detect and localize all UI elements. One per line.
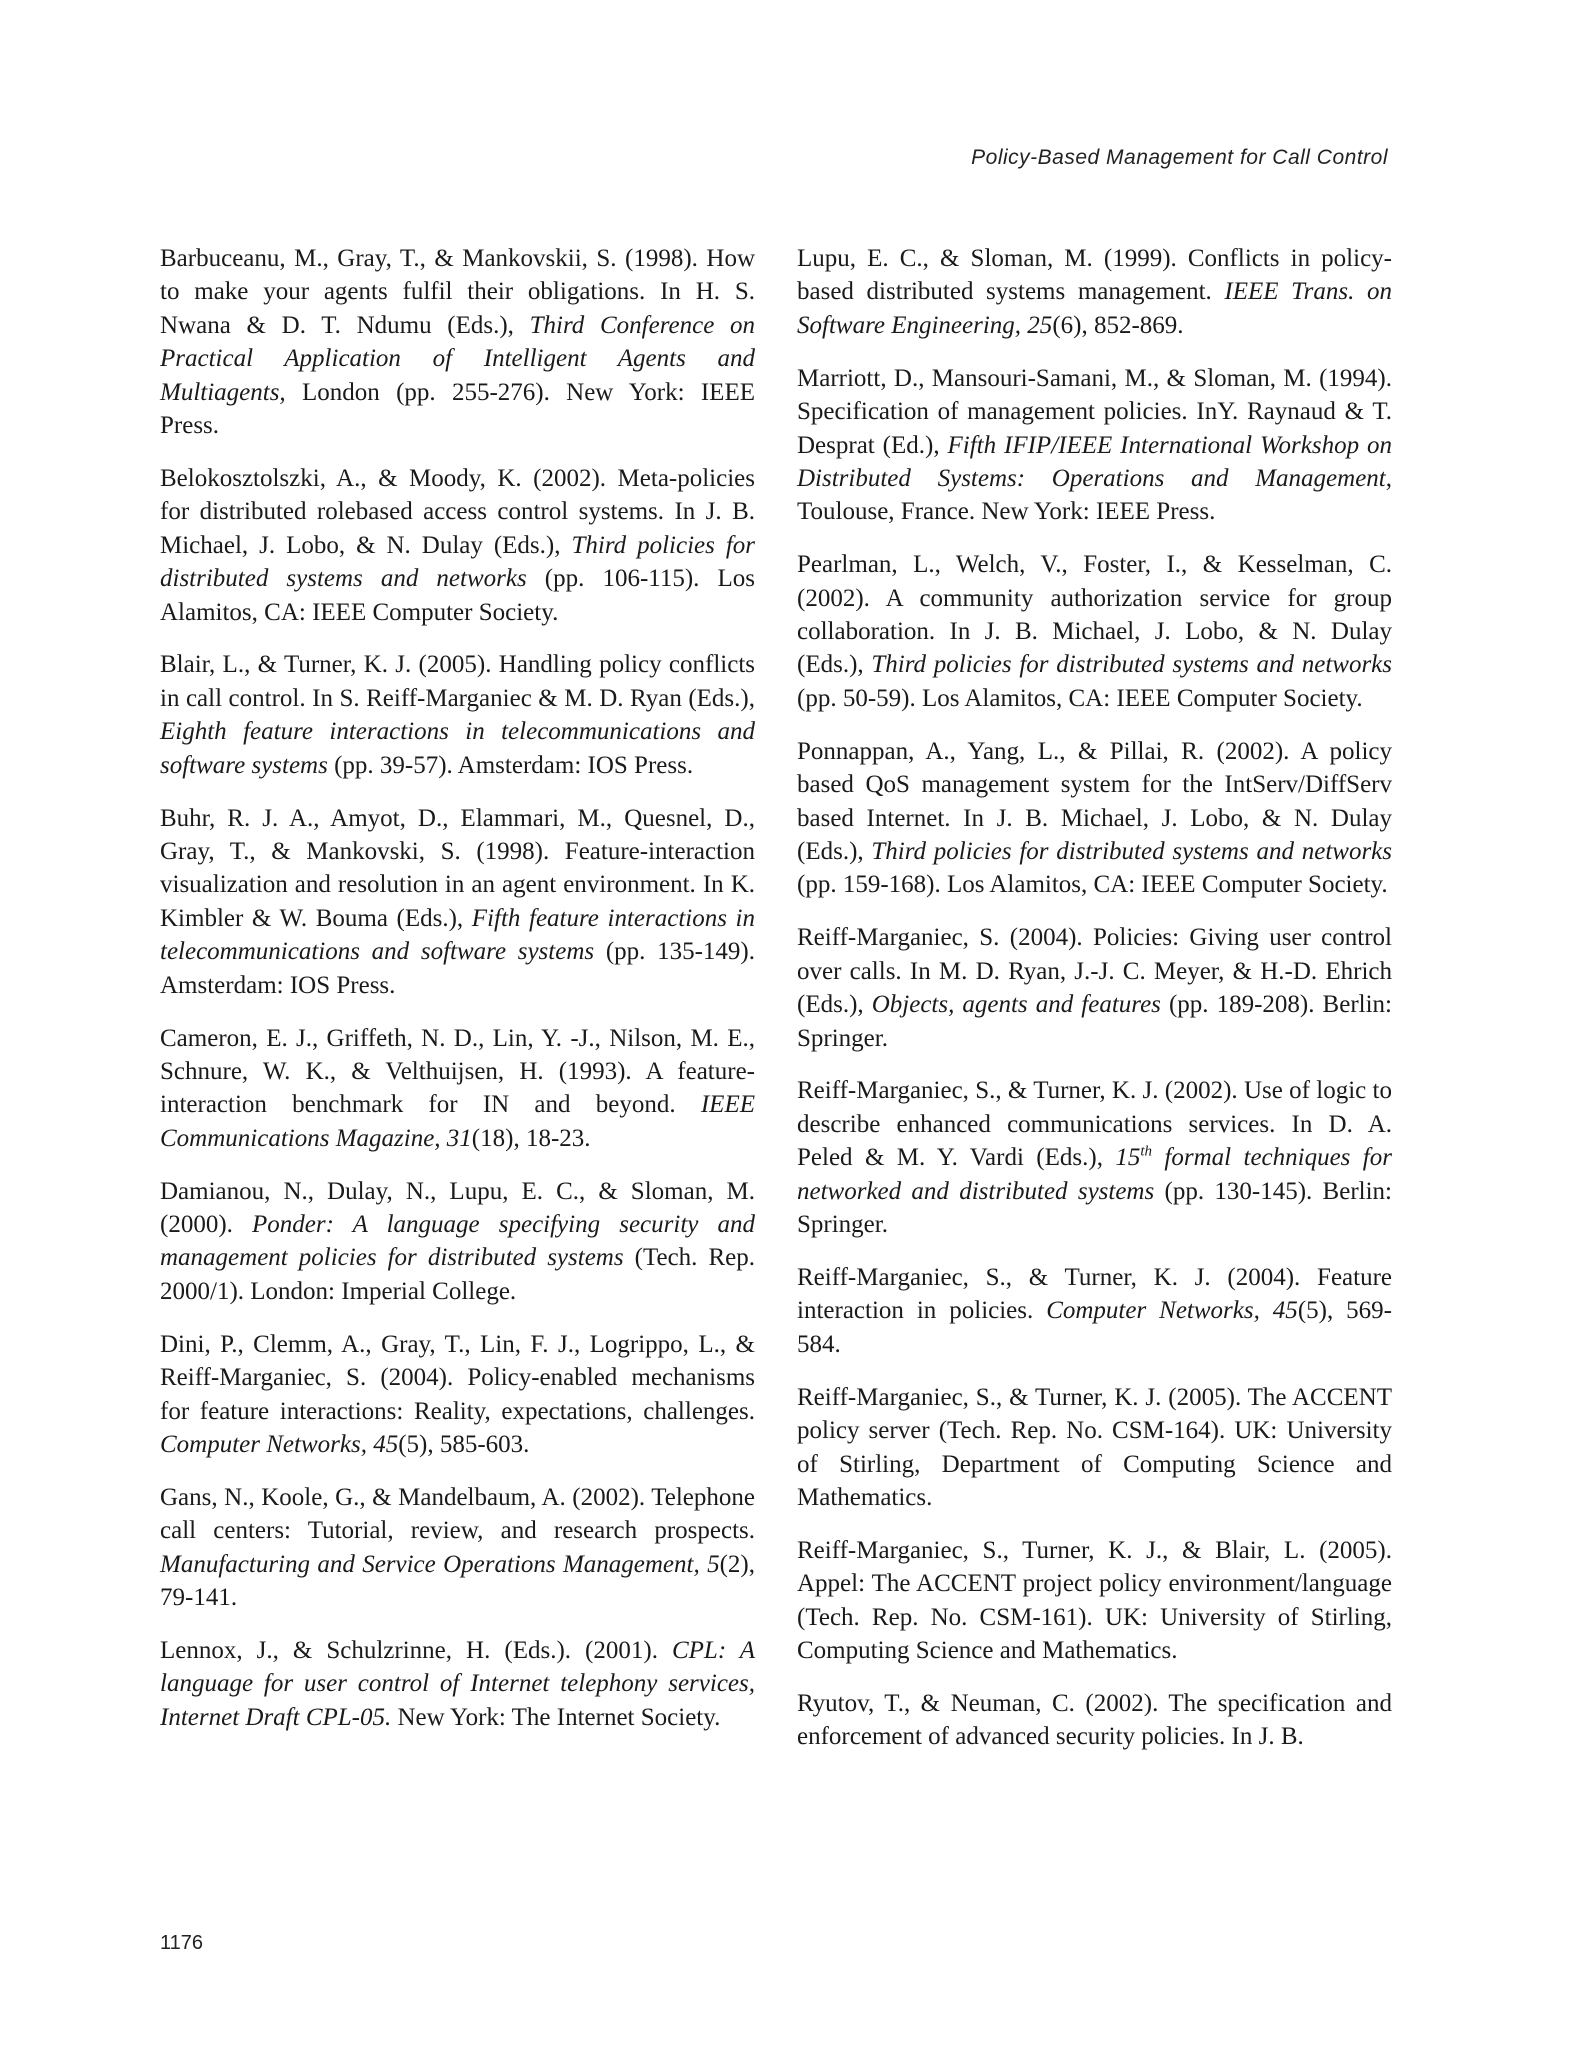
- reference-entry: Lennox, J., & Schulzrinne, H. (Eds.). (2001). CPL: A language for user control of Internet telephony services, Internet Draft CPL-05. New York: The Internet Society.: [160, 1637, 756, 1731]
- reference-entry: Barbuceanu, M., Gray, T., & Mankovskii, S. (1998). How to make your agents fulfil their obligations. In H. S. Nwana & D. T. Ndumu (Eds.), Third Conference on Practical Application of Intelligent Agents and Multiagents, London (pp. 255-276). New York: IEEE Press.: [160, 245, 755, 440]
- reference-entry: Reiff-Marganiec, S., & Turner, K. J. (2004). Feature interaction in policies. Computer Networks, 45(5), 569-584.: [797, 1263, 1392, 1358]
- references-column-left: [160, 242, 755, 1754]
- reference-entry: Ponnappan, A., Yang, L., & Pillai, R. (2002). A policy based QoS management system for the IntServ/DiffServ based Internet. In J. B. Michael, J. Lobo, & N. Dulay (Eds.), Third policies for distributed systems and networks (pp. 159-168). Los Alamitos, CA: IEEE Computer Society.: [797, 737, 1392, 899]
- reference-entry: Marriott, D., Mansouri-Samani, M., & Sloman, M. (1994). Specification of management policies. InY. Raynaud & T. Desprat (Ed.), Fifth IFIP/IEEE International Workshop on Distributed Systems: Operations and Management, Toulouse, France. New York: IEEE Press.: [797, 364, 1393, 526]
- reference-entry: Buhr, R. J. A., Amyot, D., Elammari, M., Quesnel, D., Gray, T., & Mankovski, S. (1998). Feature-interaction visualization and resolution in an agent environment. In K. Kimbler & W. Bouma (Eds.), Fifth feature interactions in telecommunications and software systems (pp. 135-149). Amsterdam: IOS Press.: [160, 804, 756, 999]
- reference-entry: Pearlman, L., Welch, V., Foster, I., & Kesselman, C. (2002). A community authorization service for group collaboration. In J. B. Michael, J. Lobo, & N. Dulay (Eds.), Third policies for distributed systems and networks (pp. 50-59). Los Alamitos, CA: IEEE Computer Society.: [797, 551, 1392, 712]
- reference-entry: Damianou, N., Dulay, N., Lupu, E. C., & Sloman, M. (2000). Ponder: A language specifying security and management policies for distributed systems (Tech. Rep. 2000/1). London: Imperial College.: [160, 1177, 755, 1305]
- reference-entry: Reiff-Marganiec, S., & Turner, K. J. (2005). The ACCENT policy server (Tech. Rep. No. CSM-164). UK: University of Stirling, Department of Computing Science and Mathematics.: [797, 1383, 1392, 1511]
- reference-entry: Blair, L., & Turner, K. J. (2005). Handling policy conflicts in call control. In S. Reiff-Marganiec & M. D. Ryan (Eds.), Eighth feature interactions in telecommunications and software systems (pp. 39-57). Amsterdam: IOS Press.: [160, 651, 755, 779]
- references-column-right: [797, 242, 1392, 1773]
- running-header: Policy-Based Management for Call Control: [971, 146, 1388, 169]
- reference-entry: Belokosztolszki, A., & Moody, K. (2002). Meta-policies for distributed rolebased access control systems. In J. B. Michael, J. Lobo, & N. Dulay (Eds.), Third policies for distributed systems and networks (pp. 106-115). Los Alamitos, CA: IEEE Computer Society.: [160, 464, 755, 626]
- reference-entry: Reiff-Marganiec, S., Turner, K. J., & Blair, L. (2005). Appel: The ACCENT project policy environment/language (Tech. Rep. No. CSM-161). UK: University of Stirling, Computing Science and Mathematics.: [797, 1536, 1392, 1665]
- page-number: 1176: [160, 1932, 204, 1954]
- reference-entry: Reiff-Marganiec, S. (2004). Policies: Giving user control over calls. In M. D. Ryan, J.-J. C. Meyer, & H.-D. Ehrich (Eds.), Objects, agents and features (pp. 189-208). Berlin: Springer.: [797, 924, 1392, 1052]
- reference-entry: Ryutov, T., & Neuman, C. (2002). The specification and enforcement of advanced security policies. In J. B.: [797, 1689, 1392, 1751]
- reference-entry: Lupu, E. C., & Sloman, M. (1999). Conflicts in policy-based distributed systems management. IEEE Trans. on Software Engineering, 25(6), 852-869.: [797, 245, 1392, 339]
- reference-entry: Cameron, E. J., Griffeth, N. D., Lin, Y. -J., Nilson, M. E., Schnure, W. K., & Velthuijsen, H. (1993). A feature-interaction benchmark for IN and beyond. IEEE Communications Magazine, 31(18), 18-23.: [160, 1024, 755, 1152]
- reference-entry: Gans, N., Koole, G., & Mandelbaum, A. (2002). Telephone call centers: Tutorial, review, and research prospects. Manufacturing and Service Operations Management, 5(2), 79-141.: [160, 1483, 755, 1612]
- reference-entry: Reiff-Marganiec, S., & Turner, K. J. (2002). Use of logic to describe enhanced communications services. In D. A. Peled & M. Y. Vardi (Eds.), 15th formal techniques for networked and distributed systems (pp. 130-145). Berlin: Springer.: [797, 1077, 1392, 1239]
- reference-entry: Dini, P., Clemm, A., Gray, T., Lin, F. J., Logrippo, L., & Reiff-Marganiec, S. (2004). Policy-enabled mechanisms for feature interactions: Reality, expectations, challenges. Computer Networks, 45(5), 585-603.: [160, 1330, 755, 1458]
